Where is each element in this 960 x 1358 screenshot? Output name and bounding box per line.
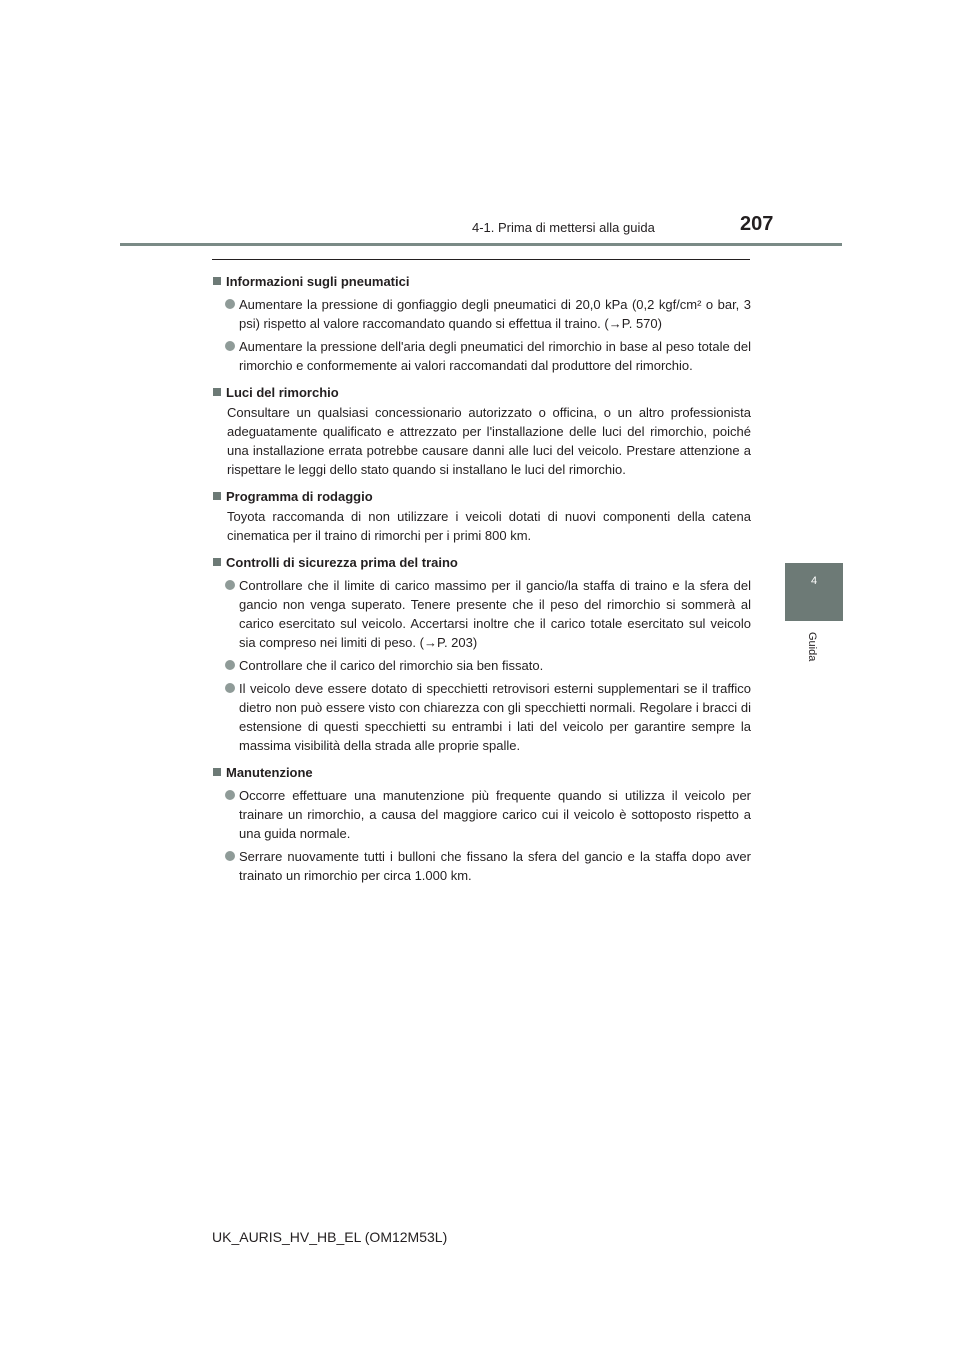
square-bullet-icon	[213, 768, 221, 776]
list-item: Serrare nuovamente tutti i bulloni che fissano la sfera del gancio e la staffa dopo aver trainato un rimorchio per circa 1.000 km.	[212, 847, 751, 885]
list-item: Controllare che il limite di carico massimo per il gancio/la staffa di traino e la sfera del gancio non venga superato. Tenere presente che il peso del rimorchio si sommerà al carico esercitato sul veicolo. Accertarsi inoltre che il carico totale esercitato sul veicolo sia compreso nei limiti di peso. (→P. 203)	[212, 576, 751, 652]
chapter-tab-number: 4	[810, 575, 818, 587]
round-bullet-icon	[225, 683, 235, 693]
list-item: Occorre effettuare una manutenzione più frequente quando si utilizza il veicolo per trainare un rimorchio, a causa del maggiore carico cui il veicolo è sottoposto rispetto a una guida normale.	[212, 786, 751, 843]
section-title-trailer-lights: Luci del rimorchio	[212, 383, 751, 402]
paragraph: Consultare un qualsiasi concessionario autorizzato o officina, o un altro professionista adeguatamente qualificato e attrezzato per l'installazione delle luci del rimorchio, poiché una installazione errata potrebbe causare danni alle luci del veicolo. Prestare attenzione a rispettare le leggi dello stato quando si installano le luci del rimorchio.	[227, 405, 751, 477]
paragraph: Toyota raccomanda di non utilizzare i veicoli dotati di nuovi componenti della catena cinematica per il traino di rimorchi per i primi 800 km.	[227, 509, 751, 543]
chapter-tab-label: Guida	[806, 632, 818, 662]
round-bullet-icon	[225, 341, 235, 351]
list-item: Aumentare la pressione di gonfiaggio degli pneumatici di 20,0 kPa (0,2 kgf/cm² o bar, 3 psi) rispetto al valore raccomandato quando si effettua il traino. (→P. 570)	[212, 295, 751, 333]
list-item: Il veicolo deve essere dotato di specchietti retrovisori esterni supplementari se il traffico dietro non può essere visto con chiarezza con gli specchietti normali. Regolare i bracci di estensione di questi specchietti su entrambi i lati del veicolo per garantire sempre la massima visibilità della strada alle proprie spalle.	[212, 679, 751, 755]
round-bullet-icon	[225, 790, 235, 800]
round-bullet-icon	[225, 580, 235, 590]
section-title-safety-checks: Controlli di sicurezza prima del traino	[212, 553, 751, 572]
chapter-tab	[785, 563, 843, 621]
list-item: Aumentare la pressione dell'aria degli pneumatici del rimorchio in base al peso totale del rimorchio e conformemente ai valori raccomandati dal produttore del rimorchio.	[212, 337, 751, 375]
square-bullet-icon	[213, 558, 221, 566]
section-title-maintenance: Manutenzione	[212, 763, 751, 782]
content-divider	[212, 259, 750, 260]
square-bullet-icon	[213, 388, 221, 396]
round-bullet-icon	[225, 299, 235, 309]
section-title-break-in: Programma di rodaggio	[212, 487, 751, 506]
section-title-tyres: Informazioni sugli pneumatici	[212, 272, 751, 291]
chapter-section-title: 4-1. Prima di mettersi alla guida	[472, 220, 655, 235]
round-bullet-icon	[225, 660, 235, 670]
square-bullet-icon	[213, 492, 221, 500]
page-number: 207	[740, 213, 774, 235]
header-divider	[120, 243, 842, 246]
square-bullet-icon	[213, 277, 221, 285]
document-code: UK_AURIS_HV_HB_EL (OM12M53L)	[212, 1229, 448, 1245]
list-item: Controllare che il carico del rimorchio sia ben fissato.	[212, 656, 751, 675]
main-content	[212, 268, 751, 885]
round-bullet-icon	[225, 851, 235, 861]
